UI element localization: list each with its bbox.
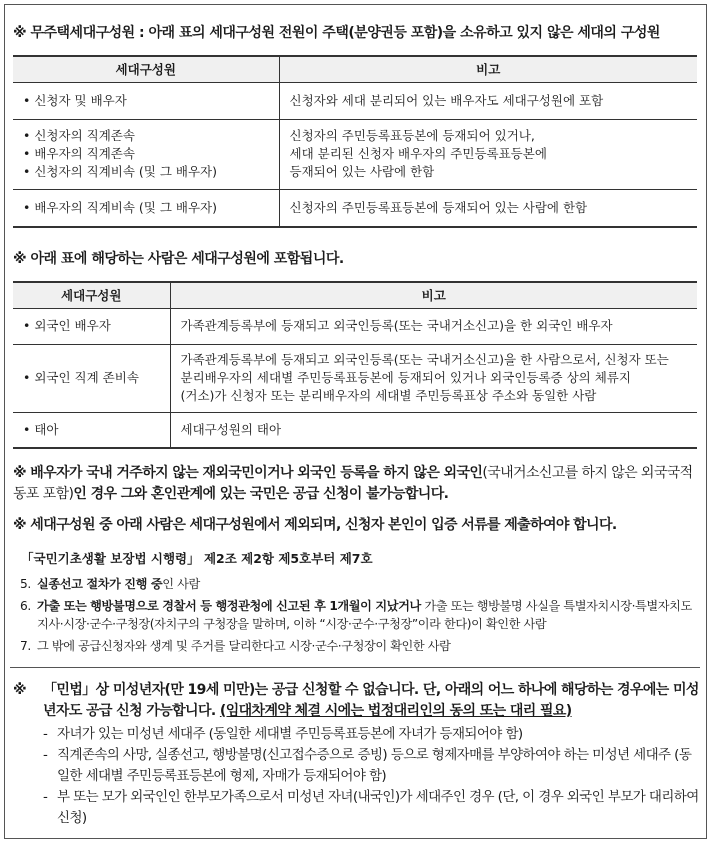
member-cell: • 신청자의 직계존속 bbox=[23, 128, 135, 143]
item-number: 6. bbox=[20, 599, 31, 613]
excluded-items-list bbox=[20, 575, 702, 659]
member-cell: • 신청자의 직계비속 (및 그 배우자) bbox=[23, 164, 217, 179]
note-cell: 가족관계등록부에 등재되고 외국인등록(또는 국내거소신고)을 한 외국인 배우자 bbox=[180, 318, 613, 333]
note-cell: 세대구성원의 태아 bbox=[180, 421, 282, 437]
item-bold: 실종선고 절차가 진행 중 bbox=[37, 577, 163, 591]
table-row bbox=[13, 344, 697, 412]
heading-homeless-household: ※ 무주택세대구성원 : 아래 표의 세대구성원 전원이 주택(분양권등 포함)을 소유하고 있지 않은 세대의 구성원 bbox=[13, 25, 660, 41]
list-item: - 직계존속의 사망, 실종선고, 행방불명(신고접수증으로 증빙) 등으로 형제자매를 부양하여야 하는 미성년 세대주 (동일한 세대별 주민등록표등본에 형제, 자매가 등재되어야 함) bbox=[43, 745, 703, 787]
note-cell: (거소)가 신청자 또는 분리배우자의 세대별 주민등록표상 주소와 동일한 사람 bbox=[180, 388, 597, 403]
item-text: 그 밖에 공급신청자와 생계 및 주거를 달리한다고 시장·군수·구청장이 확인한 사람 bbox=[37, 639, 451, 653]
note-cell: 분리배우자의 세대별 주민등록표등본에 등재되어 있거나 외국인등록증 상의 체류지 bbox=[180, 370, 631, 385]
heading-included-members: ※ 아래 표에 해당하는 사람은 세대구성원에 포함됩니다. bbox=[13, 251, 344, 267]
member-cell: • 외국인 배우자 bbox=[23, 318, 111, 333]
minor-lead-underline: (임대차계약 체결 시에는 법정대리인의 동의 또는 대리 필요) bbox=[219, 703, 572, 719]
table-row bbox=[13, 412, 697, 448]
note-cell: 신청자의 주민등록표등본에 등재되어 있는 사람에 한함 bbox=[289, 199, 588, 215]
member-cell: • 배우자의 직계존속 bbox=[23, 146, 135, 161]
note-cell: 신청자와 세대 분리되어 있는 배우자도 세대구성원에 포함 bbox=[289, 92, 604, 108]
notice-part2: (국내거소신고를 하지 않은 외국국적동포 포함) bbox=[13, 465, 693, 502]
table1-header-members: 세대구성원 bbox=[13, 56, 279, 82]
table-row bbox=[13, 308, 697, 344]
list-item: - 부 또는 모가 외국인인 한부모가족으로서 미성년 자녀(내국인)가 세대주인 경우 (단, 이 경우 외국인 부모가 대리하여 신청) bbox=[43, 787, 703, 829]
list-item: - 자녀가 있는 미성년 세대주 (동일한 세대별 주민등록표등본에 자녀가 등재되어야 함) bbox=[43, 724, 703, 745]
included-members-table bbox=[13, 281, 697, 449]
table2-header-note: 비고 bbox=[170, 282, 697, 308]
note-cell: 등재되어 있는 사람에 한함 bbox=[289, 164, 435, 179]
item-number: 7. bbox=[20, 639, 31, 653]
note-cell: 세대 분리된 신청자 배우자의 주민등록표등본에 bbox=[289, 146, 547, 161]
notice-bold-part1: ※ 배우자가 국내 거주하지 않는 재외국민이거나 외국인 등록을 하지 않은 외국인 bbox=[13, 465, 483, 481]
table1-header-note: 비고 bbox=[279, 56, 697, 82]
note-cell: 가족관계등록부에 등재되고 외국인등록(또는 국내거소신고)을 한 사람으로서, 신청자 또는 bbox=[180, 352, 669, 367]
member-cell: • 신청자 및 배우자 bbox=[23, 92, 127, 108]
table-row bbox=[13, 119, 697, 189]
item-number: 5. bbox=[20, 577, 31, 591]
household-members-table bbox=[13, 55, 697, 228]
law-reference: 「국민기초생활 보장법 시행령」 제2조 제2항 제5호부터 제7호 bbox=[21, 551, 373, 566]
item-bold: 가출 또는 행방불명으로 경찰서 등 행정관청에 신고된 후 1개월이 지났거나 bbox=[37, 599, 421, 613]
list-item bbox=[20, 637, 702, 655]
note-cell: 신청자의 주민등록표등본에 등재되어 있거나, bbox=[289, 128, 535, 143]
notice-mark: ※ bbox=[13, 682, 27, 698]
notice-bold-part3: 인 경우 그와 혼인관계에 있는 국민은 공급 신청이 불가능합니다. bbox=[73, 486, 449, 502]
table-row bbox=[13, 82, 697, 119]
item-text: 인 사람 bbox=[162, 577, 200, 591]
minor-exceptions-list bbox=[43, 724, 703, 829]
minor-lead-text: 「민법」상 미성년자(만 19세 미만)는 공급 신청할 수 없습니다. 단, 아래의 어느 하나에 해당하는 경우에는 미성년자도 공급 신청 가능합니다. bbox=[43, 682, 699, 719]
list-item bbox=[20, 597, 702, 633]
exception-text: 자녀가 있는 미성년 세대주 (동일한 세대별 주민등록표등본에 자녀가 등재되어야 함) bbox=[57, 726, 523, 742]
exception-text: 부 또는 모가 외국인인 한부모가족으로서 미성년 자녀(내국인)가 세대주인 경우 (단, 이 경우 외국인 부모가 대리하여 신청) bbox=[57, 789, 699, 826]
table2-header-members: 세대구성원 bbox=[13, 282, 170, 308]
item-text: 가출 또는 행방불명 사실을 특별자치시장·특별자치도지사·시장·군수·구청장(자치구의 구청장을 말하며, 이하 “시장·군수·구청장”이라 한다)이 확인한 사람 bbox=[37, 599, 692, 631]
table-row bbox=[13, 189, 697, 227]
spouse-abroad-notice bbox=[13, 463, 699, 505]
excluded-members-notice: ※ 세대구성원 중 아래 사람은 세대구성원에서 제외되며, 신청자 본인이 입증 서류를 제출하여야 합니다. bbox=[13, 517, 617, 533]
member-cell: • 외국인 직계 존비속 bbox=[23, 370, 139, 385]
member-cell: • 배우자의 직계비속 (및 그 배우자) bbox=[23, 199, 217, 215]
member-cell: • 태아 bbox=[23, 421, 59, 437]
list-item bbox=[20, 575, 702, 593]
minor-applicant-notice bbox=[13, 680, 703, 829]
exception-text: 직계존속의 사망, 실종선고, 행방불명(신고접수증으로 증빙) 등으로 형제자매를 부양하여야 하는 미성년 세대주 (동일한 세대별 주민등록표등본에 형제, 자매가 등재되어야 함) bbox=[57, 747, 692, 784]
divider bbox=[10, 667, 700, 668]
